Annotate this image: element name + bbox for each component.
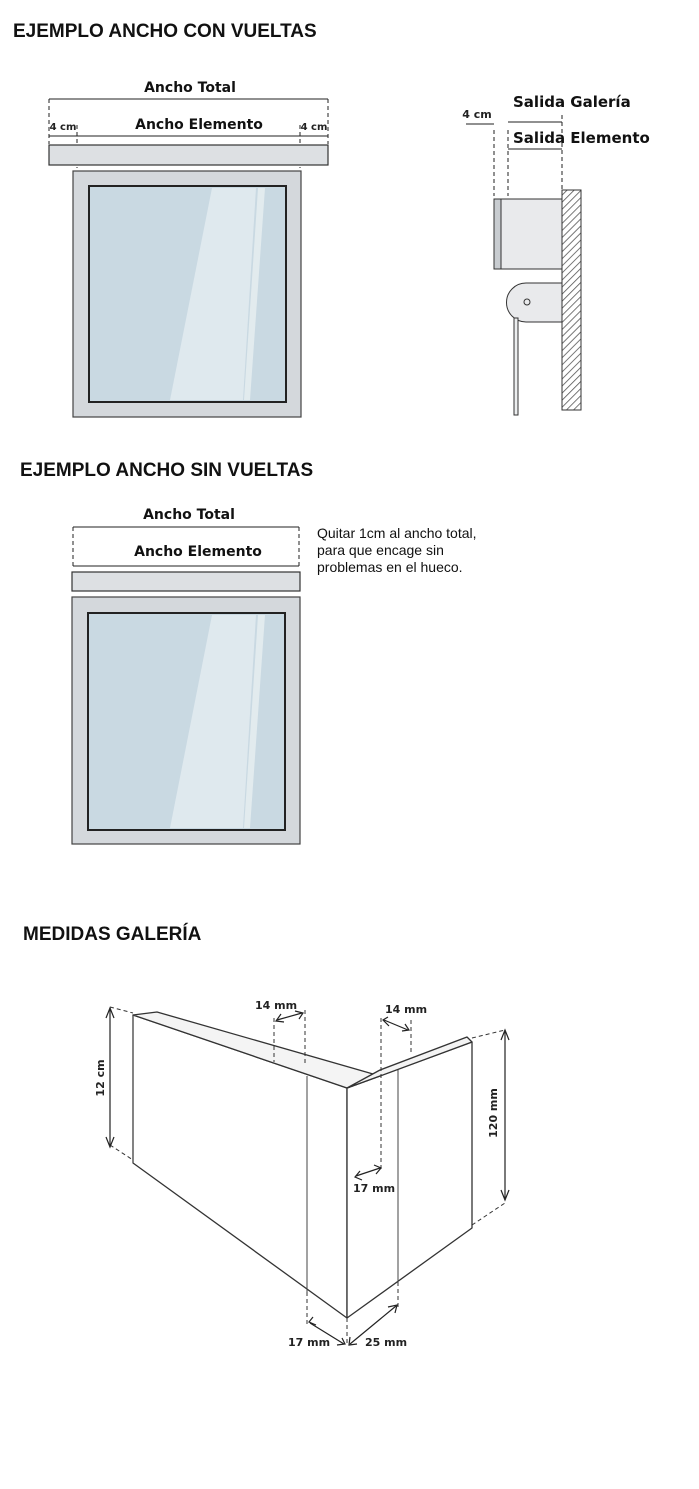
salida-elemento-label: Salida Elemento bbox=[513, 129, 650, 147]
dim-14mm-right-label: 14 mm bbox=[384, 1003, 428, 1016]
note-line-3: problemas en el hueco. bbox=[317, 559, 463, 575]
blind-rail bbox=[514, 318, 518, 415]
dim-12cm-label: 12 cm bbox=[94, 1059, 107, 1097]
note-ancho bbox=[317, 525, 477, 576]
dim-14mm-left-label: 14 mm bbox=[254, 999, 298, 1012]
section-title-sin-vueltas: EJEMPLO ANCHO SIN VUELTAS bbox=[20, 460, 314, 481]
ancho-total-label-2: Ancho Total bbox=[143, 507, 235, 523]
bracket bbox=[507, 283, 563, 322]
note-line-2: para que encage sin bbox=[317, 542, 444, 558]
ancho-elemento-label: Ancho Elemento bbox=[135, 117, 263, 133]
section-title-galeria: MEDIDAS GALERÍA bbox=[23, 924, 202, 945]
galeria-bar-2 bbox=[72, 572, 300, 591]
note-line-1: Quitar 1cm al ancho total, bbox=[317, 525, 477, 541]
salida-galeria-label: Salida Galería bbox=[513, 93, 631, 111]
dim-17mm-bottom-label: 17 mm bbox=[287, 1336, 331, 1349]
gap-left-label: 4 cm bbox=[49, 122, 77, 133]
ancho-total-label: Ancho Total bbox=[144, 80, 236, 96]
side-gap-label: 4 cm bbox=[462, 108, 492, 121]
dim-25mm-bottom-label: 25 mm bbox=[364, 1336, 408, 1349]
dim-17mm-inner-label: 17 mm bbox=[352, 1182, 396, 1195]
wall bbox=[562, 190, 581, 410]
dim-120mm-label: 120 mm bbox=[487, 1088, 500, 1138]
galeria-right-face bbox=[347, 1042, 472, 1318]
gap-right-label: 4 cm bbox=[300, 122, 328, 133]
ancho-elemento-label-2: Ancho Elemento bbox=[134, 544, 262, 560]
galeria-profile bbox=[494, 199, 562, 269]
galeria-bar bbox=[49, 145, 328, 165]
section-title-con-vueltas: EJEMPLO ANCHO CON VUELTAS bbox=[13, 21, 317, 42]
